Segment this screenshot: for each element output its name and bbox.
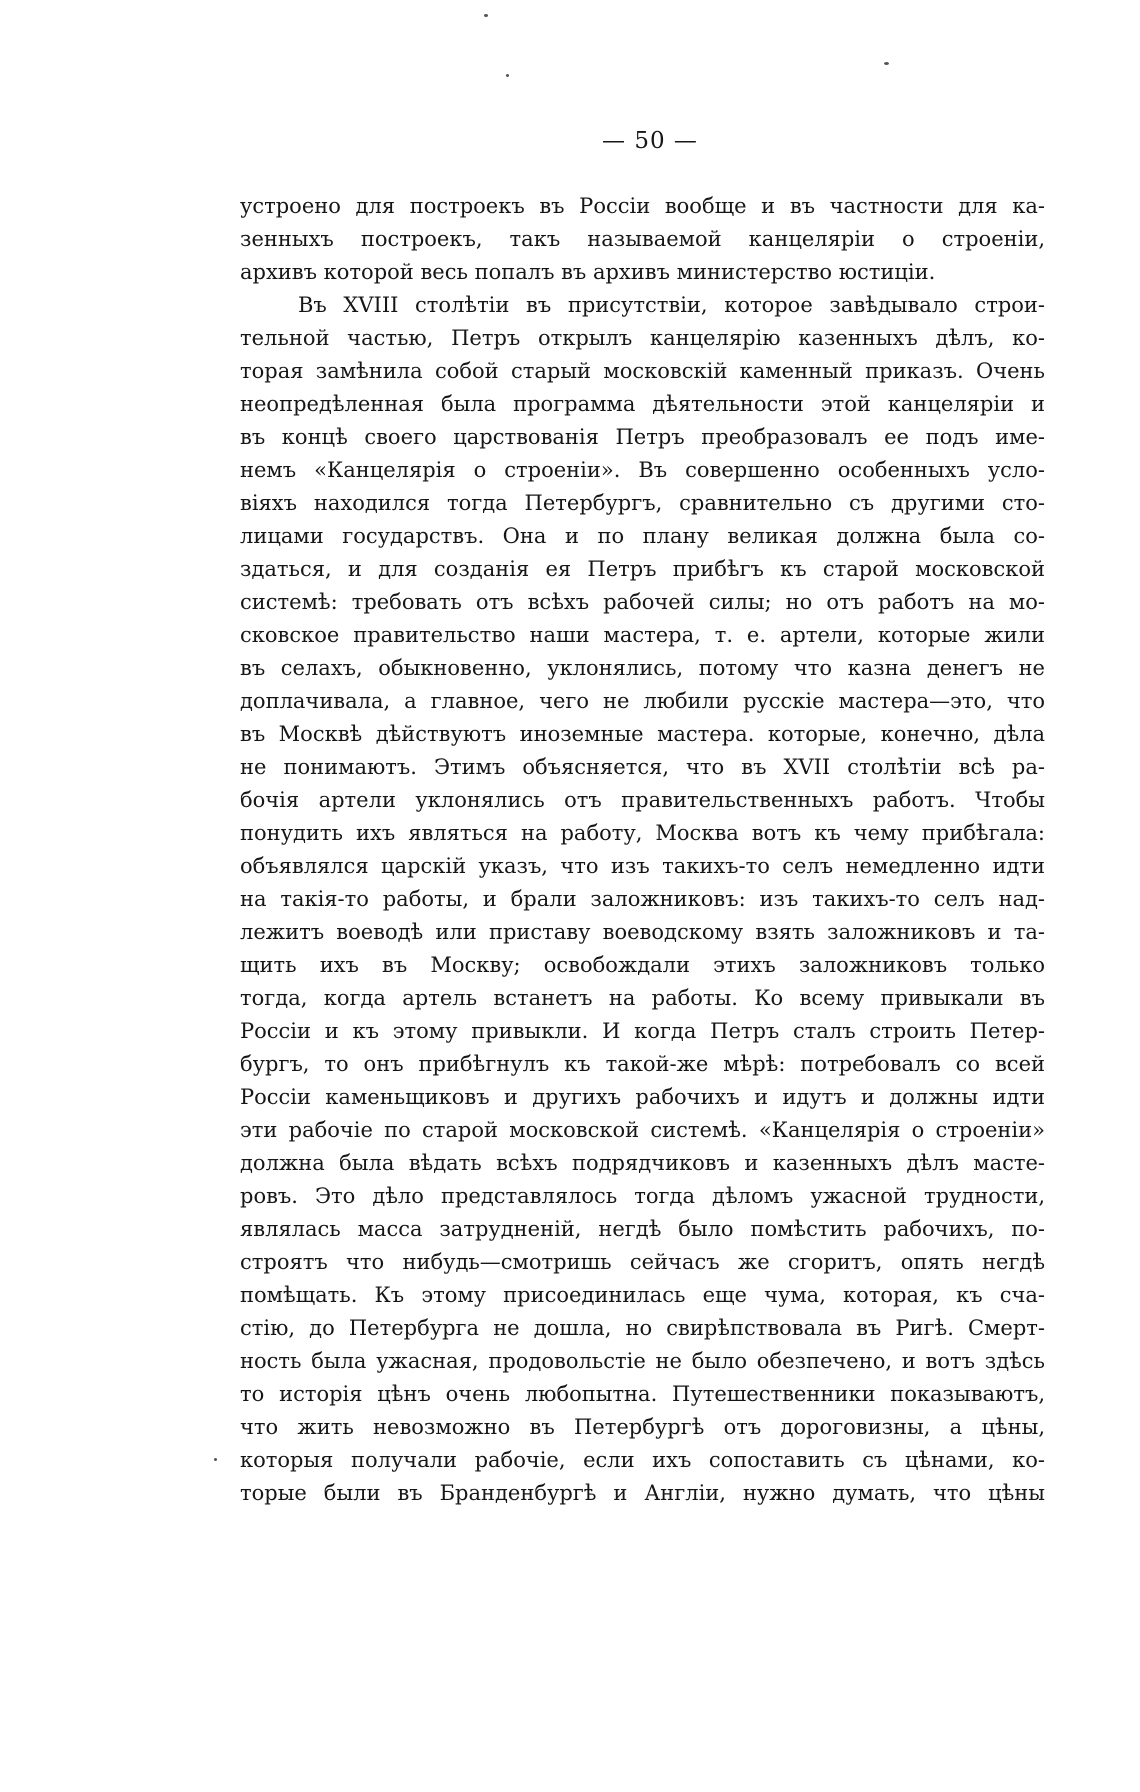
scan-speck	[506, 74, 509, 77]
text-line: торая замѣнила собой старый московскій каменный приказъ. Очень	[240, 359, 1045, 383]
text-line: строятъ что нибудь—смотришь сейчасъ же сгоритъ, опять негдѣ	[240, 1250, 1045, 1274]
text-line: въ селахъ, обыкновенно, уклонялись, потому что казна денегъ не	[240, 656, 1045, 680]
text-line: бочія артели уклонялись отъ правительственныхъ работъ. Чтобы	[240, 788, 1045, 812]
text-line: стію, до Петербурга не дошла, но свирѣпствовала въ Ригѣ. Смерт-	[240, 1316, 1045, 1340]
scan-speck	[214, 1458, 217, 1461]
text-line: на такія-то работы, и брали заложниковъ: изъ такихъ-то селъ над-	[240, 887, 1045, 911]
text-line: объявлялся царскій указъ, что изъ такихъ-то селъ немедленно идти	[240, 854, 1045, 878]
text-line: неопредѣленная была программа дѣятельности этой канцеляріи и	[240, 392, 1045, 416]
text-line: Въ XVIII столѣтіи въ присутствіи, которое завѣдывало строи-	[298, 293, 1045, 317]
text-line: не понимаютъ. Этимъ объясняется, что въ XVII столѣтіи всѣ ра-	[240, 755, 1045, 779]
text-line: немъ «Канцелярія о строеніи». Въ совершенно особенныхъ усло-	[240, 458, 1045, 482]
text-line: архивъ которой весь попалъ въ архивъ министерство юстиціи.	[240, 260, 936, 284]
text-line: въ концѣ своего царствованія Петръ преобразовалъ ее подъ име-	[240, 425, 1045, 449]
text-line: лежитъ воеводѣ или приставу воеводскому взять заложниковъ и та-	[240, 920, 1045, 944]
body-text	[240, 190, 1045, 1510]
scan-speck	[884, 62, 889, 65]
text-line: то исторія цѣнъ очень любопытна. Путешественники показываютъ,	[240, 1382, 1045, 1406]
text-line: доплачивала, а главное, чего не любили русскіе мастера—это, что	[240, 689, 1045, 713]
text-line: что жить невозможно въ Петербургѣ отъ дороговизны, а цѣны,	[240, 1415, 1045, 1439]
text-line: понудить ихъ являться на работу, Москва вотъ къ чему прибѣгала:	[240, 821, 1045, 845]
text-line: Россіи каменьщиковъ и другихъ рабочихъ и идутъ и должны идти	[240, 1085, 1045, 1109]
scan-speck	[484, 14, 488, 17]
text-line: бургъ, то онъ прибѣгнулъ къ такой-же мѣрѣ: потребовалъ со всей	[240, 1052, 1045, 1076]
text-line: помѣщать. Къ этому присоединилась еще чума, которая, къ сча-	[240, 1283, 1045, 1307]
text-line: являлась масса затрудненій, негдѣ было помѣстить рабочихъ, по-	[240, 1217, 1045, 1241]
text-line: лицами государствъ. Она и по плану великая должна была со-	[240, 524, 1045, 548]
text-line: устроено для построекъ въ Россіи вообще и въ частности для ка-	[240, 194, 1045, 218]
text-line: Россіи и къ этому привыкли. И когда Петръ сталъ строить Петер-	[240, 1019, 1045, 1043]
text-line: которыя получали рабочіе, если ихъ сопоставить съ цѣнами, ко-	[240, 1448, 1045, 1472]
text-line: щить ихъ въ Москву; освобождали этихъ заложниковъ только	[240, 953, 1045, 977]
text-line: зенныхъ построекъ, такъ называемой канцеляріи о строеніи,	[240, 227, 1045, 251]
page-number: — 50 —	[602, 128, 698, 154]
text-line: тельной частью, Петръ открылъ канцелярію казенныхъ дѣлъ, ко-	[240, 326, 1045, 350]
text-line: въ Москвѣ дѣйствуютъ иноземные мастера. которые, конечно, дѣла	[240, 722, 1045, 746]
text-line: ность была ужасная, продовольстіе не было обезпечено, и вотъ здѣсь	[240, 1349, 1045, 1373]
text-line: эти рабочіе по старой московской системѣ. «Канцелярія о строеніи»	[240, 1118, 1045, 1142]
text-line: ровъ. Это дѣло представлялось тогда дѣломъ ужасной трудности,	[240, 1184, 1045, 1208]
text-line: торые были въ Бранденбургѣ и Англіи, нужно думать, что цѣны	[240, 1481, 1045, 1505]
text-line: сковское правительство наши мастера, т. е. артели, которые жили	[240, 623, 1045, 647]
text-line: должна была вѣдать всѣхъ подрядчиковъ и казенныхъ дѣлъ масте-	[240, 1151, 1045, 1175]
text-line: тогда, когда артель встанетъ на работы. Ко всему привыкали въ	[240, 986, 1045, 1010]
text-line: здаться, и для созданія ея Петръ прибѣгъ къ старой московской	[240, 557, 1045, 581]
text-line: системѣ: требовать отъ всѣхъ рабочей силы; но отъ работъ на мо-	[240, 590, 1045, 614]
text-line: віяхъ находился тогда Петербургъ, сравнительно съ другими сто-	[240, 491, 1045, 515]
